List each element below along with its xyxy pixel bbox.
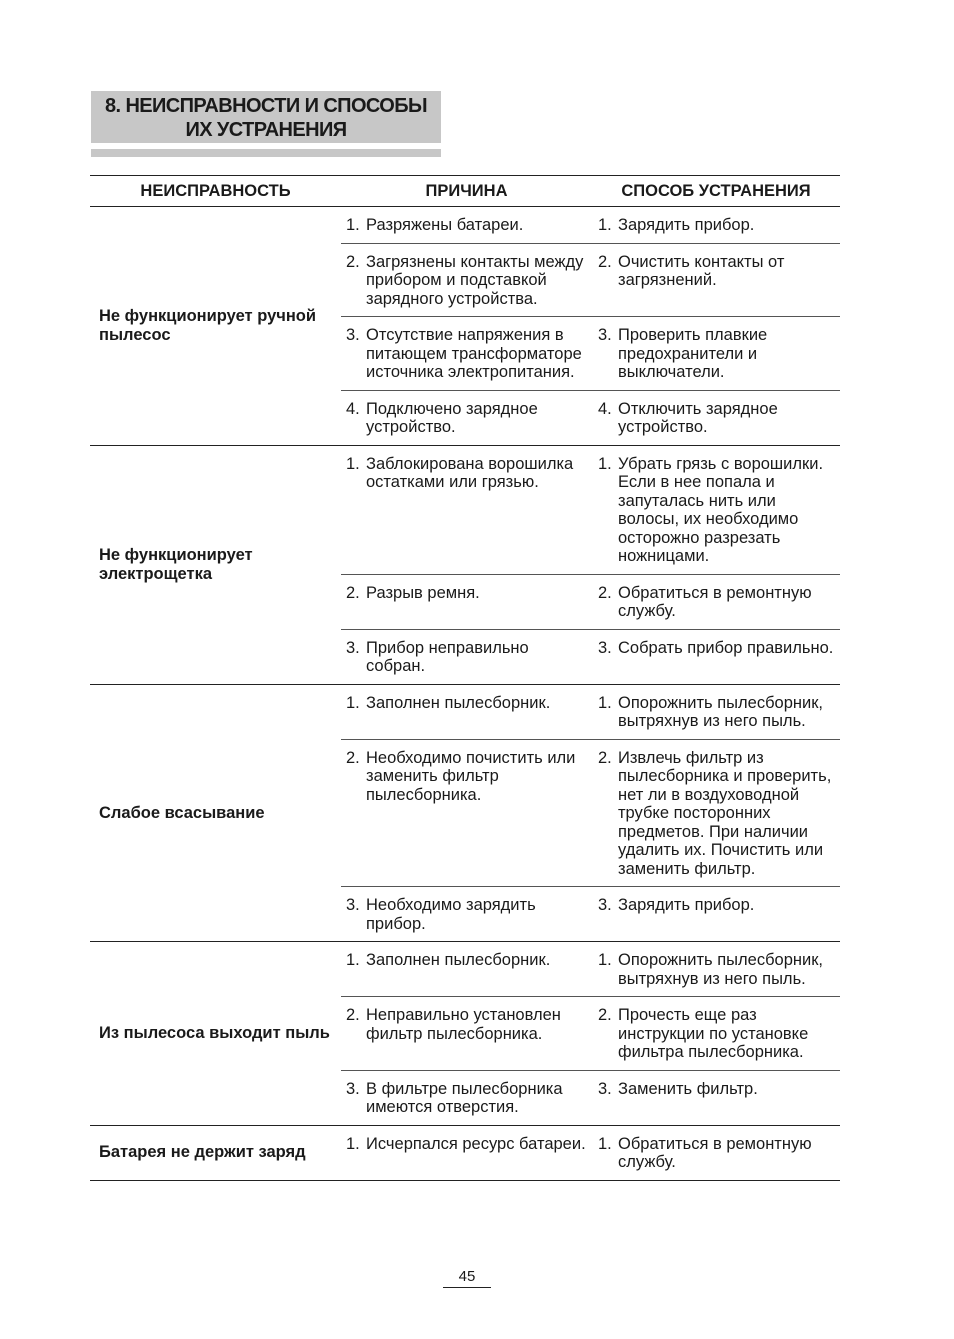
fix-text: Отключить зарядное устройство. — [618, 399, 778, 436]
cause-cell — [341, 243, 592, 317]
fix-cell — [592, 207, 840, 244]
fix-number: 3. — [598, 896, 612, 914]
cause-text: В фильтре пылесборника имеются отверстия. — [366, 1079, 563, 1116]
table-body — [90, 207, 840, 1181]
fix-text: Извлечь фильтр из пылесборника и проверить, нет ли в воздуховодной трубке посторонних предметов. При наличии удалить их. Почистить или заменить фильтр. — [618, 748, 832, 878]
cause-cell — [341, 1070, 592, 1125]
fix-number: 1. — [598, 216, 612, 234]
page-number: 45 — [443, 1268, 491, 1288]
cause-text: Прибор неправильно собран. — [366, 638, 529, 675]
fix-number: 3. — [598, 638, 612, 657]
fix-number: 1. — [598, 454, 612, 473]
fault-cell: Не функционирует электрощетка — [90, 445, 341, 684]
fix-number: 2. — [598, 252, 612, 271]
cause-cell — [341, 684, 592, 739]
fix-cell — [592, 629, 840, 684]
cause-cell — [341, 445, 592, 574]
fix-text: Зарядить прибор. — [618, 896, 755, 914]
fault-cell: Слабое всасывание — [90, 684, 341, 942]
fix-text: Убрать грязь с ворошилки. Если в нее попала и запуталась нить или волосы, их необходимо осторожно разрезать ножницами. — [618, 454, 824, 565]
cause-text: Необходимо зарядить прибор. — [366, 896, 536, 933]
fix-text: Зарядить прибор. — [618, 216, 755, 234]
table-row — [90, 445, 840, 574]
cause-number: 2. — [346, 748, 360, 767]
cause-number: 2. — [346, 1006, 360, 1024]
table-row — [90, 684, 840, 739]
fix-text: Обратиться в ремонтную службу. — [618, 1134, 812, 1171]
fix-cell — [592, 942, 840, 997]
cause-text: Исчерпался ресурс батареи. — [366, 1134, 586, 1153]
section-title-line1: 8. НЕИСПРАВНОСТИ И СПОСОБЫ — [105, 95, 427, 117]
troubleshooting-table — [90, 175, 840, 1181]
header-fault: НЕИСПРАВНОСТЬ — [90, 176, 341, 207]
fix-text: Опорожнить пылесборник, вытряхнув из него пыль. — [618, 693, 824, 730]
fix-cell — [592, 445, 840, 574]
fix-cell — [592, 390, 840, 445]
fix-number: 2. — [598, 583, 612, 602]
header-fix: СПОСОБ УСТРАНЕНИЯ — [592, 176, 840, 207]
fix-cell — [592, 684, 840, 739]
cause-cell — [341, 887, 592, 942]
cause-number: 2. — [346, 583, 360, 602]
cause-number: 2. — [346, 252, 360, 271]
cause-text: Загрязнены контакты между прибором и подставкой зарядного устройства. — [366, 252, 584, 308]
cause-text: Разряжены батареи. — [366, 216, 524, 234]
cause-text: Разрыв ремня. — [366, 583, 480, 602]
fix-cell — [592, 1125, 840, 1180]
cause-number: 3. — [346, 638, 360, 657]
title-underline-bar — [91, 149, 441, 157]
section-title-line2: ИХ УСТРАНЕНИЯ — [185, 119, 347, 141]
fix-number: 3. — [598, 1079, 612, 1098]
cause-text: Заполнен пылесборник. — [366, 951, 551, 969]
fault-cell: Батарея не держит заряд — [90, 1125, 341, 1180]
cause-number: 3. — [346, 896, 360, 914]
cause-number: 3. — [346, 1079, 360, 1098]
cause-number: 3. — [346, 326, 360, 344]
fault-cell: Из пылесоса выходит пыль — [90, 942, 341, 1126]
fix-cell — [592, 1070, 840, 1125]
cause-text: Заполнен пылесборник. — [366, 693, 551, 712]
cause-cell — [341, 390, 592, 445]
cause-cell — [341, 574, 592, 629]
header-cause: ПРИЧИНА — [341, 176, 592, 207]
fix-cell — [592, 317, 840, 391]
fix-text: Проверить плавкие предохранители и выключатели. — [618, 326, 768, 381]
cause-number: 1. — [346, 216, 360, 234]
fix-cell — [592, 243, 840, 317]
fix-cell — [592, 997, 840, 1071]
fault-cell: Не функционирует ручной пылесос — [90, 207, 341, 446]
fix-text: Собрать прибор правильно. — [618, 638, 834, 657]
fix-text: Прочесть еще раз инструкции по установке фильтра пылесборника. — [618, 1006, 809, 1061]
fix-number: 2. — [598, 748, 612, 767]
fix-text: Очистить контакты от загрязнений. — [618, 252, 785, 289]
cause-text: Неправильно установлен фильтр пылесборника. — [366, 1006, 561, 1043]
cause-cell — [341, 629, 592, 684]
cause-number: 1. — [346, 1134, 360, 1153]
fix-text: Опорожнить пылесборник, вытряхнув из него пыль. — [618, 951, 824, 988]
fix-cell — [592, 574, 840, 629]
fix-text: Заменить фильтр. — [618, 1079, 758, 1098]
cause-number: 4. — [346, 399, 360, 418]
cause-cell — [341, 317, 592, 391]
cause-cell — [341, 942, 592, 997]
cause-text: Отсутствие напряжения в питающем трансформаторе источника электропитания. — [366, 326, 582, 381]
table-row — [90, 942, 840, 997]
fix-number: 1. — [598, 1134, 612, 1153]
cause-number: 1. — [346, 454, 360, 473]
fix-number: 1. — [598, 693, 612, 712]
fix-number: 1. — [598, 951, 612, 969]
table-row — [90, 207, 840, 244]
cause-number: 1. — [346, 951, 360, 969]
fix-cell — [592, 887, 840, 942]
cause-cell — [341, 739, 592, 887]
cause-cell — [341, 207, 592, 244]
cause-number: 1. — [346, 693, 360, 712]
cause-cell — [341, 997, 592, 1071]
cause-text: Необходимо почистить или заменить фильтр пылесборника. — [366, 748, 576, 804]
table-header-row — [90, 176, 840, 207]
fix-cell — [592, 739, 840, 887]
fix-number: 3. — [598, 326, 612, 344]
section-title — [91, 91, 441, 143]
fix-text: Обратиться в ремонтную службу. — [618, 583, 812, 620]
fix-number: 2. — [598, 1006, 612, 1024]
cause-text: Подключено зарядное устройство. — [366, 399, 538, 436]
cause-text: Заблокирована ворошилка остатками или грязью. — [366, 454, 574, 491]
table-row — [90, 1125, 840, 1180]
cause-cell — [341, 1125, 592, 1180]
fix-number: 4. — [598, 399, 612, 418]
